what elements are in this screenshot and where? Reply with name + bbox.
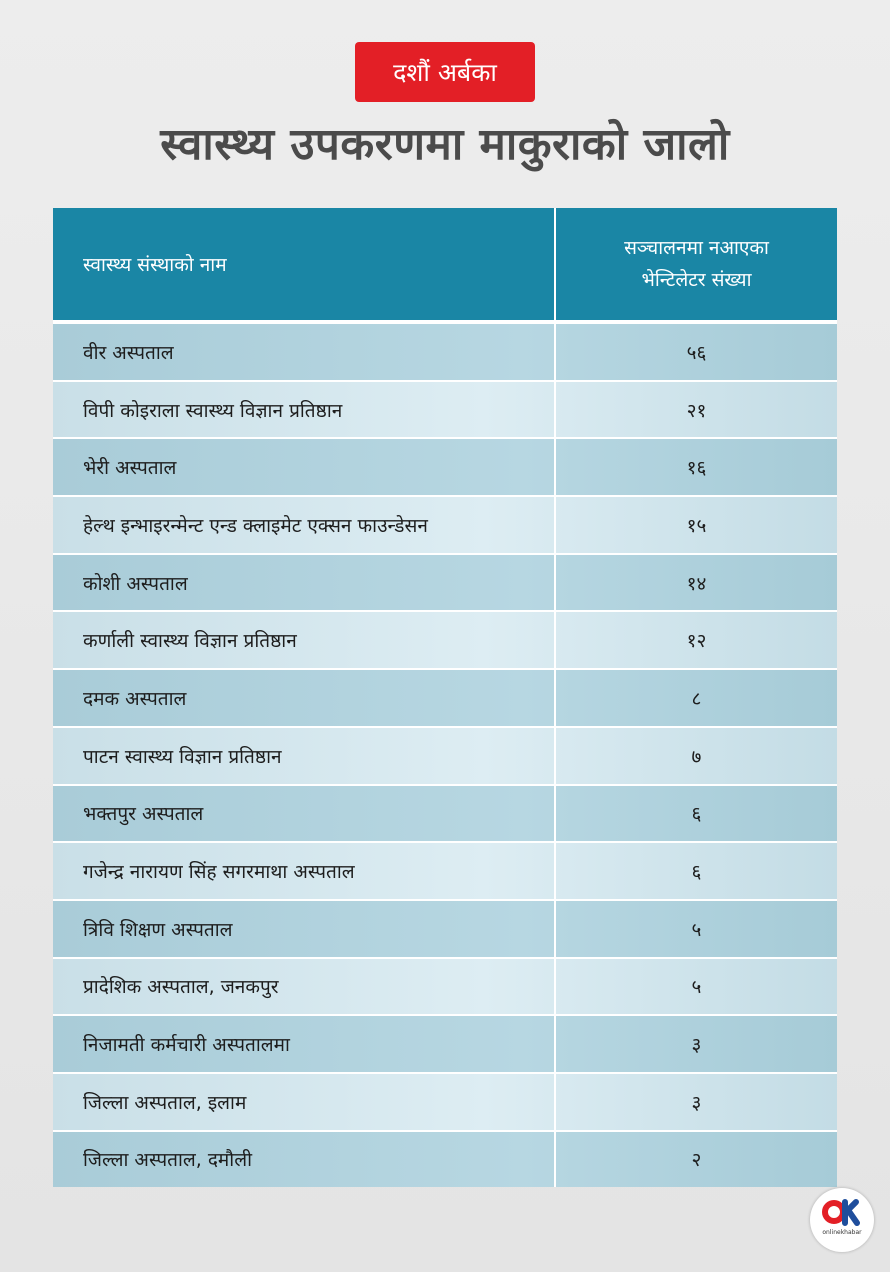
header-institution-name: स्वास्थ्य संस्थाको नाम	[53, 208, 556, 320]
ventilator-count: ६	[691, 803, 702, 826]
table-row	[53, 380, 837, 438]
table-header	[53, 208, 837, 322]
logo-text: onlinekhabar	[822, 1229, 862, 1236]
table-row	[53, 668, 837, 726]
institution-name: हेल्थ इन्भाइरन्मेन्ट एन्ड क्लाइमेट एक्सन फाउन्डेसन	[53, 497, 556, 553]
ventilator-count: १५	[686, 514, 707, 537]
ventilator-count: २१	[686, 399, 707, 422]
headline-badge: दशौं अर्बका	[355, 42, 535, 102]
institution-name: विपी कोइराला स्वास्थ्य विज्ञान प्रतिष्ठान	[53, 382, 556, 438]
institution-name: दमक अस्पताल	[53, 670, 556, 726]
header-count-line2: भेन्टिलेटर संख्या	[641, 269, 752, 291]
table-row	[53, 784, 837, 842]
institution-name: भेरी अस्पताल	[53, 439, 556, 495]
table-row	[53, 1014, 837, 1072]
table-row	[53, 899, 837, 957]
table-row	[53, 495, 837, 553]
institution-name: कर्णाली स्वास्थ्य विज्ञान प्रतिष्ठान	[53, 612, 556, 668]
table-row	[53, 610, 837, 668]
ventilator-count: १२	[686, 630, 707, 653]
ok-logo-icon	[810, 1188, 874, 1252]
ventilator-table	[53, 208, 837, 1187]
institution-name: प्रादेशिक अस्पताल, जनकपुर	[53, 959, 556, 1015]
table-row	[53, 553, 837, 611]
ventilator-count: ५६	[686, 341, 707, 364]
ventilator-count: ३	[691, 1034, 702, 1057]
page-title: स्वास्थ्य उपकरणमा माकुराको जालो	[160, 119, 730, 170]
table-row	[53, 841, 837, 899]
table-row	[53, 1130, 837, 1188]
ventilator-count: ८	[691, 687, 702, 710]
ventilator-count: २	[691, 1149, 702, 1172]
ventilator-count: ५	[691, 918, 702, 941]
ventilator-count: ६	[691, 861, 702, 884]
table-body	[53, 322, 837, 1187]
table-row	[53, 322, 837, 380]
ventilator-count: ७	[691, 745, 702, 768]
institution-name: जिल्ला अस्पताल, दमौली	[53, 1132, 556, 1188]
institution-name: वीर अस्पताल	[53, 324, 556, 380]
ventilator-count: ३	[691, 1091, 702, 1114]
institution-name: पाटन स्वास्थ्य विज्ञान प्रतिष्ठान	[53, 728, 556, 784]
onlinekhabar-logo	[810, 1188, 874, 1252]
ventilator-count: १६	[686, 457, 707, 480]
institution-name: जिल्ला अस्पताल, इलाम	[53, 1074, 556, 1130]
table-row	[53, 957, 837, 1015]
institution-name: भक्तपुर अस्पताल	[53, 786, 556, 842]
table-row	[53, 437, 837, 495]
table-row	[53, 1072, 837, 1130]
header-count-line1: सञ्चालनमा नआएका	[624, 237, 769, 259]
header-ventilator-count	[556, 208, 837, 320]
institution-name: त्रिवि शिक्षण अस्पताल	[53, 901, 556, 957]
ventilator-count: १४	[686, 572, 707, 595]
table-row	[53, 726, 837, 784]
institution-name: गजेन्द्र नारायण सिंह सगरमाथा अस्पताल	[53, 843, 556, 899]
institution-name: निजामती कर्मचारी अस्पतालमा	[53, 1016, 556, 1072]
ventilator-count: ५	[691, 976, 702, 999]
institution-name: कोशी अस्पताल	[53, 555, 556, 611]
